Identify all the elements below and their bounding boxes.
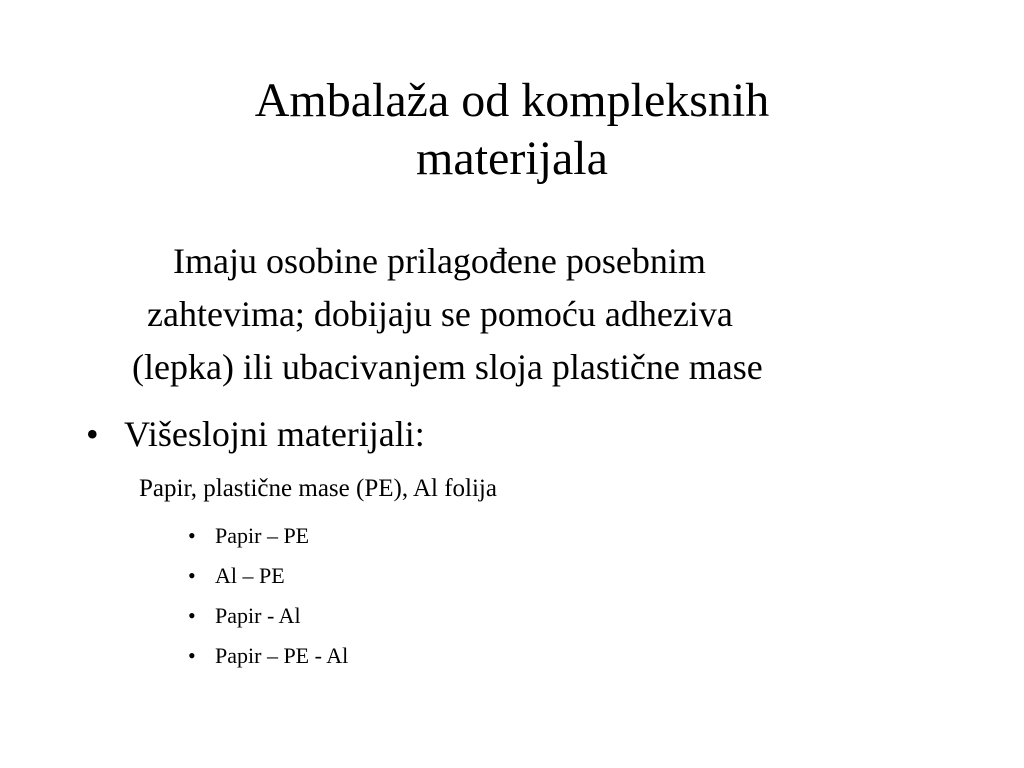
- intro-line-3: (lepka) ili ubacivanjem sloja plastične mase: [132, 347, 763, 387]
- slide-title: [0, 72, 1024, 188]
- intro-line-2: zahtevima; dobijaju se pomoću adheziva: [147, 294, 733, 334]
- list-item: [188, 636, 348, 676]
- sub-heading-materials: Papir, plastične mase (PE), Al folija: [139, 475, 497, 502]
- bullet-icon: •: [188, 563, 196, 588]
- bullet-icon: •: [188, 643, 196, 668]
- list-item-text: Papir – PE - Al: [215, 643, 349, 668]
- bullet-icon: •: [86, 414, 99, 454]
- list-item: [188, 556, 348, 596]
- list-item: [188, 516, 348, 556]
- bullet-icon: •: [188, 523, 196, 548]
- intro-line-1: Imaju osobine prilagođene posebnim: [173, 241, 706, 281]
- bullet-level-1: [86, 410, 425, 458]
- material-combinations-list: [188, 516, 348, 676]
- list-item-text: Al – PE: [215, 563, 285, 588]
- slide-title-line-2: materijala: [416, 132, 608, 185]
- list-item-text: Papir – PE: [215, 523, 310, 548]
- slide-title-line-1: Ambalaža od kompleksnih: [254, 74, 770, 127]
- bullet-level-1-text: Višeslojni materijali:: [124, 414, 425, 454]
- list-item-text: Papir - Al: [215, 603, 301, 628]
- list-item: [188, 596, 348, 636]
- bullet-icon: •: [188, 603, 196, 628]
